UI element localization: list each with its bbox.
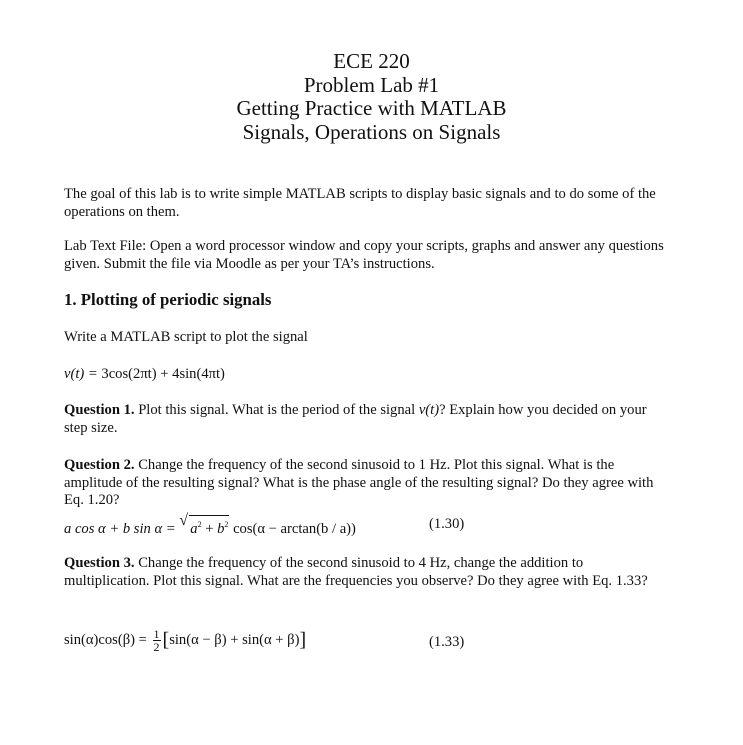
open-bracket: [	[162, 628, 170, 651]
fraction-numerator: 1	[153, 627, 160, 641]
eq-133-body: sin(α − β) + sin(α + β)	[169, 631, 300, 648]
close-bracket: ]	[299, 628, 307, 651]
signal-eq-plus: +	[156, 366, 173, 382]
equation-1-30	[64, 512, 356, 538]
radicand-a: a	[190, 521, 198, 537]
eq-133-lhs: sin(α)cos(β) =	[64, 631, 151, 648]
script-instruction: Write a MATLAB script to plot the signal	[64, 329, 308, 345]
radical-sign: √	[179, 512, 189, 529]
signal-eq-term2: 4sin(4πt)	[172, 366, 225, 382]
question-1-var: v(t)	[418, 402, 440, 418]
lab-title: Getting Practice with MATLAB	[236, 96, 507, 120]
eq-130-rhs: cos(α − arctan(b / a))	[229, 521, 356, 537]
lab-text-file-paragraph: Lab Text File: Open a word processor window and copy your scripts, graphs and answer any questions given. Submit the file via Moodle as per your TA’s instructions.	[64, 238, 664, 272]
question-2	[64, 457, 664, 510]
radicand	[189, 515, 229, 538]
section-heading-periodic-signals: 1. Plotting of periodic signals	[64, 290, 272, 309]
question-2-label: Question 2.	[64, 457, 135, 473]
equation-number-1-30: (1.30)	[429, 516, 465, 532]
question-1-text-a: Plot this signal. What is the period of the signal	[134, 402, 419, 418]
eq-130-lhs: a cos α + b sin α =	[64, 521, 180, 537]
power-b: 2	[224, 520, 229, 529]
equation-1-33	[64, 628, 306, 653]
question-3-label: Question 3.	[64, 555, 135, 571]
power-a: 2	[197, 520, 202, 529]
question-1-text-b: ? Explain how you decided on your step size.	[64, 402, 647, 436]
equation-number-1-33: (1.33)	[429, 634, 465, 650]
radicand-plus: +	[201, 521, 218, 537]
signal-eq-term1: 3cos(2πt)	[101, 366, 157, 382]
fraction-denominator: 2	[153, 640, 160, 654]
lab-number: Problem Lab #1	[303, 72, 440, 97]
document-title	[0, 50, 743, 144]
question-3	[64, 555, 664, 590]
question-2-text: Change the frequency of the second sinusoid to 1 Hz. Plot this signal. What is the amplitude of the resulting signal? What is the phase angle of the resulting signal? Do they agree with Eq. 1.20?	[64, 457, 654, 508]
square-root	[179, 512, 229, 538]
course-code: ECE 220	[333, 49, 410, 73]
question-1-label: Question 1.	[64, 402, 135, 418]
goal-paragraph: The goal of this lab is to write simple MATLAB scripts to display basic signals and to do some of the operations on them.	[64, 186, 656, 220]
question-1	[64, 402, 664, 437]
question-3-text: Change the frequency of the second sinusoid to 4 Hz, change the addition to multiplication. Plot this signal. What are the frequencies you observe? Do they agree with Eq. 1.33?	[64, 555, 648, 589]
signal-equation	[64, 365, 225, 383]
radicand-b: b	[217, 521, 225, 537]
signal-eq-lhs: v(t) =	[64, 366, 102, 382]
lab-subtitle: Signals, Operations on Signals	[242, 119, 501, 144]
one-half-fraction	[153, 628, 161, 653]
